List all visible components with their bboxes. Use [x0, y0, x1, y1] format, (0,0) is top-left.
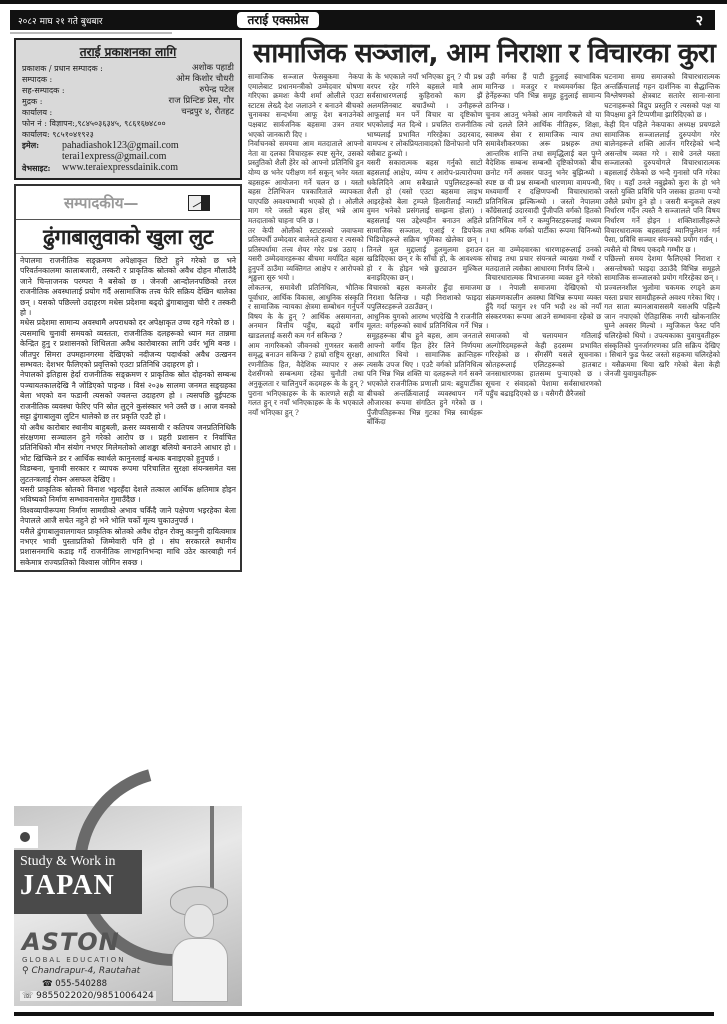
editorial-paragraph: विडम्बना, चुनावी सरकार र व्यापक रूपमा परिचालित सुरक्षा संयन्त्रसमेत यस लुटतन्त्रलाई रोक्न असफल देखिए ।	[20, 464, 236, 484]
masthead-row	[22, 85, 234, 96]
article-paragraph: घटनामा समग्र समाजको विचारधारात्मक अन्तर्क्रियालाई गहन दार्शनिक वा सैद्धान्तिक विश्लेषणको क्षेत्रबाट सतारेर साना-साना घटनाहरूको विद्रुप प्रस्तुति र त्यसको पक्ष या विपक्षमा हुने टिप्पणीमा झारिदिएको छ ।	[604, 72, 720, 120]
article-paragraph: पुराना भनिएकाहरू के के कारणले सही या गलत हुन् र नयाँ भनिएकाहरू के के भएकाले नयाँ भनिएका हुन् ?	[248, 388, 364, 417]
editorial-paragraph: नेपालको इतिहास हेर्दा राजनीतिक सङ्क्रमण र प्राकृतिक स्रोत दोहनको सम्बन्ध पञ्चायतकालदेखि नै जोडिएको पाइन्छ । विसं २०३७ सालमा जनमत सङ्ग्रहका बेला भएको वन फडानी त्यसको ज्वलन्त उदाहरण हो । त्यसपछि दुईपटक राजनीतिक व्यवस्था फेरिए पनि स्रोत लुट्ने कुसंस्कार भने उस्तै छ । आज वनको सट्टा ढुंगाबालुवा लुटिन थालेको छ तर प्रकृति एउटै हो ।	[20, 370, 236, 422]
article-paragraph: यसरी सकारात्मक बहस गर्नुको साटो बहसलाई आक्षेप, व्यंग्य र आरोप-प्रत्यारोपमा धकेलिदिने आम सबैखाले पपुलिस्टहरूको शैली हो (यसो एउटा बहसमा लाइभ आइरहेको बेला ट्रम्पले हिलारीलाई न्यास्टी वुमन भनेको प्रसंगलाई सम्झना होला) । बहसलाई यस उद्देश्यहीन बनाउन अहिले सामाजिक सञ्जाल, एआई र डिपफेक भिडियोहरूले सक्रिय भूमिका खेलेका छन् । तिनले मूल मुद्दालाई हुलमुलमा हराउन खडिदिएका छन् र के साँचो हो, के आवश्यक हो र के होइन भन्ने छुट्याउन मुश्किल बनाइदिएका छन् ।	[366, 158, 483, 283]
office-phone-row: कार्यालय: ९८५१०४१९२३	[22, 130, 94, 139]
masthead-row	[22, 96, 234, 107]
editorial-box	[14, 184, 242, 572]
ad-line1: Study & Work in	[20, 854, 116, 869]
row-value: ओम किशोर चौधरी	[176, 74, 234, 84]
website-row	[22, 162, 234, 174]
article-paragraph: उही वर्गका हैं पाटी हुनुलाई स्वाभाविक मानिन्छ । मजदुर र मध्यमवर्गका हित हेर्नेहरूका पनि भिन्न समूह हुनुलाई सामान्य ठानिन्छ ।	[485, 72, 602, 110]
divider	[10, 32, 172, 34]
article-columns	[248, 72, 720, 427]
row-value: चन्द्रपुर ४, रौतहट	[181, 107, 234, 117]
article-paragraph: प्रज्वलनशील भुलोमा चकमक रगड्ने क्रम यस्ता प्रचार सामग्रीहरूले अवश्य गरेका थिए ।	[604, 283, 720, 302]
editorial-paragraph: यसैले ढुंगाबालुवालगायत प्राकृतिक स्रोतको अवैध दोहन रोक्नु कानुनी दायित्वमात्र नभएर भावी पुस्ताप्रतिको जिम्मेवारी पनि हो । संघ सरकारले स्थानीय प्रशासनमाथि कडाइ गर्दै राजनीतिक लाभहानिभन्दा माथि उठेर कारबाही गर्न सकेमात्र राज्यप्रतिको विश्वास जोगिन सक्छ ।	[20, 526, 236, 567]
editorial-paragraph: त्यसमाथि चुनावी समयको व्यस्तता, राजनीतिक दलहरूको ध्यान मत तान्नमा केन्द्रित हुनु र प्रशासनको शिथिलता अवैध कारोबारका लागि उर्वर भूमि बन्छ । जीतपुर सिमरा उपमहानगरमा देखिएको नदीजन्य पदार्थको अवैध उत्खनन सम्भवत: देशभर फैलिएको प्रवृत्तिको एउटा प्रतिनिधि उदाहरण हो ।	[20, 328, 236, 370]
ad-brand-logo: ASTON	[22, 928, 120, 956]
body-shape	[172, 938, 228, 1002]
article-column	[248, 72, 364, 427]
advertisement[interactable]	[14, 806, 242, 1006]
editorial-paragraph: विश्वव्यापीरूपमा निर्माण सामग्रीको अभाव चर्किंदै जाने पक्षेपण भइरहेका बेला नेपालले आजै सचेत नहुने हो भने भोलि चर्को मूल्य चुकाउनुपर्छ ।	[20, 505, 236, 526]
article-paragraph: के के भएकाले नयाँ भनिएका हुन् ? यी प्रश्न वरपर रहेर गरिने बहसले मात्रै आम सर्वसाधारणलाई कुहिराको काग झैं अलमलिनबाट बचाउँथ्यो । उनीहरूले आफूलाई मन पर्ने विचार या दृष्टिकोण भएकोलाई मत दिन्थे । प्रचलित राजनीतिक भाष्यलाई प्रभावित गरिरहेका उदारवाद, वामपन्थ र लोकप्रियतावादको छिनोफानो पनि यसैबाट हुन्थ्यो ।	[366, 72, 483, 158]
row-value: रुपेन्द्र पटेल	[199, 85, 234, 95]
ad-phone2	[20, 991, 156, 1001]
editorial-paragraph: नेपालमा राजनीतिक सङ्क्रमण अपेक्षाकृत छिटो हुने गरेको छ भने परिवर्तनकालमा कालाबजारी, तस्करी र प्राकृतिक स्रोतको अवैध दोहन मौलाउँदै जाने चिन्ताजनक परम्परा नै बसेको छ । जेनजी आन्दोलनपछिको तरल राजनीतिक अवस्थालाई प्रयोग गर्दै असामाजिक तत्त्व फेरि सक्रिय देखिन थालेका छन् । यसको पछिल्लो उदाहरण मधेस प्रदेशमा बढ्दो ढुंगाबालुवा चोरी र तस्करी हो ।	[20, 256, 236, 318]
article-paragraph: चुनाव आउनु भनेको आम नागरिकले यो या त्यो दलले लिने आर्थिक नीतिहरू, शिक्षा, स्वास्थ्य सेवा र सामाजिक न्याय तथा समावेशीकरणका अरू प्रश्नहरू तथा आन्तरिक शान्ति तथा समृद्धिलाई बल पुग्ने वैदेशिक सम्बन्ध सम्बन्धी दृष्टिकोणको बीच छनोट गर्ने अवसर पाउनु भनेर बुझिन्थ्यो । स्पष्ट छ यी प्रश्न सम्बन्धी धारणामा वामपन्थी, मध्यमार्गी र दक्षिणपन्थी विचारधाराको प्रतिनिधित्व झल्किन्थ्यो । जस्तो नेपालमा काँग्रेसलाई उदारवादी पुँजीपति वर्गको हितको प्रतिनिधित्व गर्ने र कम्युनिस्टहरूलाई मध्यम तथा श्रमिक वर्गको पार्टीका रूपमा चिनिन्थ्यो ।	[485, 110, 602, 245]
paper-name: तराई एक्सप्रेस	[236, 11, 320, 29]
mobile-icon: ☏	[22, 991, 37, 1001]
article-paragraph: विचारधारात्मक विभाजनमा व्यक्त हुने गरेको छ । नेपाली समाजमा देखिएको यो संक्रमणकालीन अवस्था विभिन्न रूपमा व्यक्त हुँदै गर्दा फागुन २१ पनि भदौ २४ को नयाँ संस्करणका रूपमा आउने सम्भावना रहेको छ ।	[485, 273, 602, 331]
bottom-border	[14, 1012, 714, 1016]
row-value: राज प्रिन्टिङ प्रेस, गौर	[168, 96, 234, 106]
row-value: अशोक पहाडी	[192, 63, 234, 73]
face-shape	[184, 904, 214, 938]
top-border	[0, 0, 727, 4]
article-paragraph: पछिल्लो समय देशमा फैलिएको निराशा र असन्तोषको फाइदा उठाउँदै विभिन्न समूहले सामाजिक सञ्जालको प्रयोग गरिरहेका छन् ।	[604, 254, 720, 283]
row-label: सम्पादक :	[22, 75, 53, 84]
page-header	[10, 10, 715, 30]
location-pin-icon: ⚲	[22, 966, 32, 976]
article-paragraph: सामाजिक सञ्जाल फेसबुकमा नेकपा एमालेबाट प्रधानमन्त्रीको उम्मेदवार घोषणा गरिएका क्रमशः केपी शर्मा ओलीले एउटा स्टाटस लेख्दै देश जलाउने र बनाउने बीचको चुनावका सन्दर्भमा आफू देश बनाउनेको पक्षबाट सार्वजनिक बहसमा उत्रन तयार भएको जानकारी दिए ।	[248, 72, 364, 139]
ad-phone2-text: 9855022020/9851006424	[36, 991, 154, 1001]
phone-row: फोन नं : विज्ञापन:,९८४५०३६३४५, ९८६१६७४८००	[22, 119, 166, 128]
article-paragraph: समाजको यो चलायमान गतिलाई अल्गोरिदमहरूले केही हदसम्म प्रभावित गरिरहेको छ । सँगसँगै यसले सूचनाका स्रोतहरूलाई एलिटहरूको हातबाट जनसाधारणका हातसम्म पुऱ्याएको छ । सूचना र संवादको पेशामा सर्वसाधारणको पहुँच बढाइदिएको छ । यसैगरी छैरैजसो	[485, 331, 602, 398]
row-label: प्रकाशक / प्रधान सम्पादक :	[22, 64, 103, 73]
email-label: इमेल:	[22, 140, 40, 150]
editorial-label: सम्पादकीय—	[64, 194, 139, 212]
ad-address	[22, 966, 140, 976]
left-column	[14, 38, 242, 572]
main-article	[248, 38, 720, 427]
article-column	[367, 72, 483, 427]
article-paragraph: आम नागरिकको जीवनको गुणस्तर कसरी समृद्ध बनाउन सकिन्छ ? हाम्रो राष्ट्रिय सुरक्षा, रणनीतिक हित, वैदेशिक व्यापार र अरू देशसँगको सम्बन्धमा रहेका चुनौती तथा अनुकूलता र चालिनुपर्ने कदमहरू के के हुन् ?	[248, 340, 364, 388]
article-paragraph: गत साता ब्यानआवाससमै यसअघि पहिल्यै जान नपाएको ऐतिहासिक नगरी खोकनातिर घुम्ने अवसर मिल्यो । म्युजिकल फेस्ट पनि चलिरहेको थियो । उपत्यकाका युवायुवतीहरू संस्कृतिको पुनर्जागरणका प्रति सक्रिय देखिए । सिथाने फुड फेस्ट जस्तो सहकमा चलिरहेको । यसैक्रममा थिया खरि गरेको बेला केही जेनजी युवायुवतीहरू	[604, 302, 720, 379]
ad-phone1-text: 055-540288	[55, 979, 108, 989]
article-paragraph: निर्वाचनको समयमा आम मतदाताले आफ्नो नेता वा दलका विचारहरू स्पष्ट सुनेर, उसको प्रस्तुतिको शैली हेरेर को आफ्नो प्रतिनिधि हुन योग्य छ भनेर परीक्षण गर्न सकून् भनेर यस्ता बहसहरू आयोजना गर्ने चलन छ । यस्तो बहस टेलिभिजन पत्रकारिताले व्यापकता पाएपछि अवश्यम्भावी भएको हो । ओलीले माग गरे जस्तो बहस होस् भन्ने आम मतदाताको चाहना पनि छ ।	[248, 139, 364, 225]
article-paragraph: विचारको बहस कमजोर हुँदा समाजमा निराशा फैलिन्छ । यही निराशाको फाइदा पपुलिस्टहरूले उठाउँछन् ।	[366, 283, 483, 312]
row-label: सह-सम्पादक :	[22, 86, 65, 95]
japan-flag-icon	[14, 826, 38, 848]
article-paragraph: दल वा उम्मेदवारका धारणाहरूलाई उनको सोचाइ तथा प्रचार संयन्त्रले व्याख्या गर्थ्यो र मतदाताले त्यसैका आधारमा निर्णय लिन्थे ।	[485, 244, 602, 273]
article-column	[486, 72, 602, 427]
article-paragraph: आधुनिक युगको आरम्भ भएदेखि नै राजनीति मूलत: वर्गहरूको स्वार्थ प्रतिनिधित्व गर्ने भिन्न समूहहरूका बीच हुने बहस, आम जनताले आफ्नो वर्गीय हित हेरेर लिने निर्णयमा आधारित थियो । सामाजिक क्रान्तिहरू त्यसकै उपज थिए । एउटै वर्गको प्रतिनिधित्व पनि भिन्न भिन्न शक्ति या दलहरूले गर्न सक्ने भएकोले राजनीतिक प्रणाली प्राय: बहुपार्टीका बीचको अन्तर्क्रियालाई व्यवस्थापन गर्ने औजारका रूपमा संगठित हुने गरेको छ । पुँजीपतिहरूका भिन्न गुटका भिन्न स्वार्थहरू बाँकिंदा	[366, 311, 483, 427]
masthead-title: तराई प्रकाशनका लागि	[79, 45, 177, 59]
website-label: वेभसाइट:	[22, 163, 51, 173]
page-number: २	[695, 13, 703, 29]
website-link[interactable]: www.teraiexpressdainik.com	[62, 162, 178, 173]
editorial-paragraph: यसरी प्राकृतिक स्रोतको विनाश भइरहँदा देशले तत्काल आर्थिक क्षतिमात्र होइन भविष्यको निर्माण सम्भावनासमेत गुमाउँदैछ ।	[20, 484, 236, 505]
email-link[interactable]: pahadiashok123@gmail.com	[62, 140, 179, 151]
editorial-paragraph: मधेस प्रदेशमा सामान्य अवस्थामै अपराधको दर अपेक्षाकृत उच्च रहने गरेको छ ।	[20, 318, 235, 328]
email-row	[22, 140, 234, 162]
ad-phone1	[42, 979, 107, 989]
editorial-title: ढुंगाबालुवाको खुला लुट	[16, 220, 240, 254]
editorial-body	[16, 254, 240, 570]
email-link[interactable]: terai1express@gmail.com	[62, 151, 167, 162]
ad-banner	[14, 850, 142, 914]
article-paragraph: तर केपी ओलीको स्टाटसको जवाफमा प्रतिस्पर्धी उम्मेदवार बालेनले हत्यारा र त्यसको प्रतिस्पर्धामा तत्त्व शेयर गरेर प्रश्न उठाए । यसरी उम्मेदवारहरूका बीचमा मर्यादित बहस हुनुपर्ने ठाउँमा व्यक्तिगत आक्षेप र आरोपको शृङ्खला सुरु भयो ।	[248, 225, 364, 283]
student-photo	[164, 886, 234, 1002]
row-label: कार्यालय :	[22, 108, 53, 117]
row-label: मुद्रक :	[22, 97, 43, 106]
article-column	[604, 72, 720, 427]
phone-icon: ☎	[42, 979, 56, 989]
ad-line2: JAPAN	[20, 870, 115, 901]
pen-icon	[188, 195, 210, 211]
masthead-row	[22, 63, 234, 74]
editorial-paragraph: यो अवैध कारोबार स्थानीय बाहुबली, क्रसर व्यवसायी र कतिपय जनप्रतिनिधिकै संरक्षणमा सञ्चालन हुने गरेको आरोप छ । प्रहरी प्रशासन र निर्वाचित प्रतिनिधिको मौन संयोग नभएर मिलेमतोको आशङ्का बलियो बनाउने आधार हो । भोट खिच्किने डर र आर्थिक स्वार्थले कानुनलाई बन्धक बनाइएको हुनुपर्छ ।	[20, 422, 236, 463]
article-paragraph: लोकतन्त्र, समावेशी प्रतिनिधित्व, भौतिक पूर्वाधार, आर्थिक विकास, आधुनिक संस्कृति र सामाजिक न्यायका क्षेत्रमा सम्बोधन गर्नुपर्ने विषय के के हुन् ? आर्थिक असमानता, अनमान वित्तीय पहुँच, बढ्दो वर्गीय खाडललाई कसरी कम गर्न सकिन्छ ?	[248, 283, 364, 341]
masthead-box	[14, 38, 242, 180]
editorial-header	[16, 186, 240, 220]
tower-image	[210, 806, 214, 896]
ad-address-text: Chandrapur-4, Rautahat	[31, 966, 141, 976]
masthead-row	[22, 107, 234, 118]
ad-brand-sub: GLOBAL EDUCATION	[22, 956, 126, 964]
article-paragraph: त्यसैले यो विषय एकदमै गम्भीर छ ।	[604, 244, 696, 254]
issue-date: २०८२ माघ २१ गते बुधबार	[18, 17, 103, 27]
masthead-row	[22, 74, 234, 85]
article-headline: सामाजिक सञ्जाल, आम निराशा र विचारका कुरा	[252, 38, 716, 69]
article-paragraph: केही दिन पहिले नेकपाका अध्यक्ष प्रचण्डले सामाजिक सञ्जाललाई दुरुपयोग गरेर बालेनहरूले शक्ति आर्जन गरिरहेको भन्दै असन्तोष व्यक्त गरे । साथै उनले यस्ता सञ्जालको दुरुपयोगले विचारधारात्मक बहसलाई रोकेको छ भन्दै गुनासो पनि गरेका थिए । यहाँ उनले नबुझेको कुरा के हो भने जस्तो युक्ति प्रविधि पनि जसका हातमा पर्‍यो उसैले प्रयोग हुने हो । जसरी बन्दुकले लक्ष्य निर्धारण गर्दैन त्यस्तै नै सञ्जालले पनि विषय निर्धारण गर्ने होइन । शक्तिशालीहरूले विचारधारात्मक बहसलाई म्यानिपुलेशन गर्न पैसा, प्रविधि सञ्चार संयन्त्रको प्रयोग गर्छन् ।	[604, 119, 720, 245]
